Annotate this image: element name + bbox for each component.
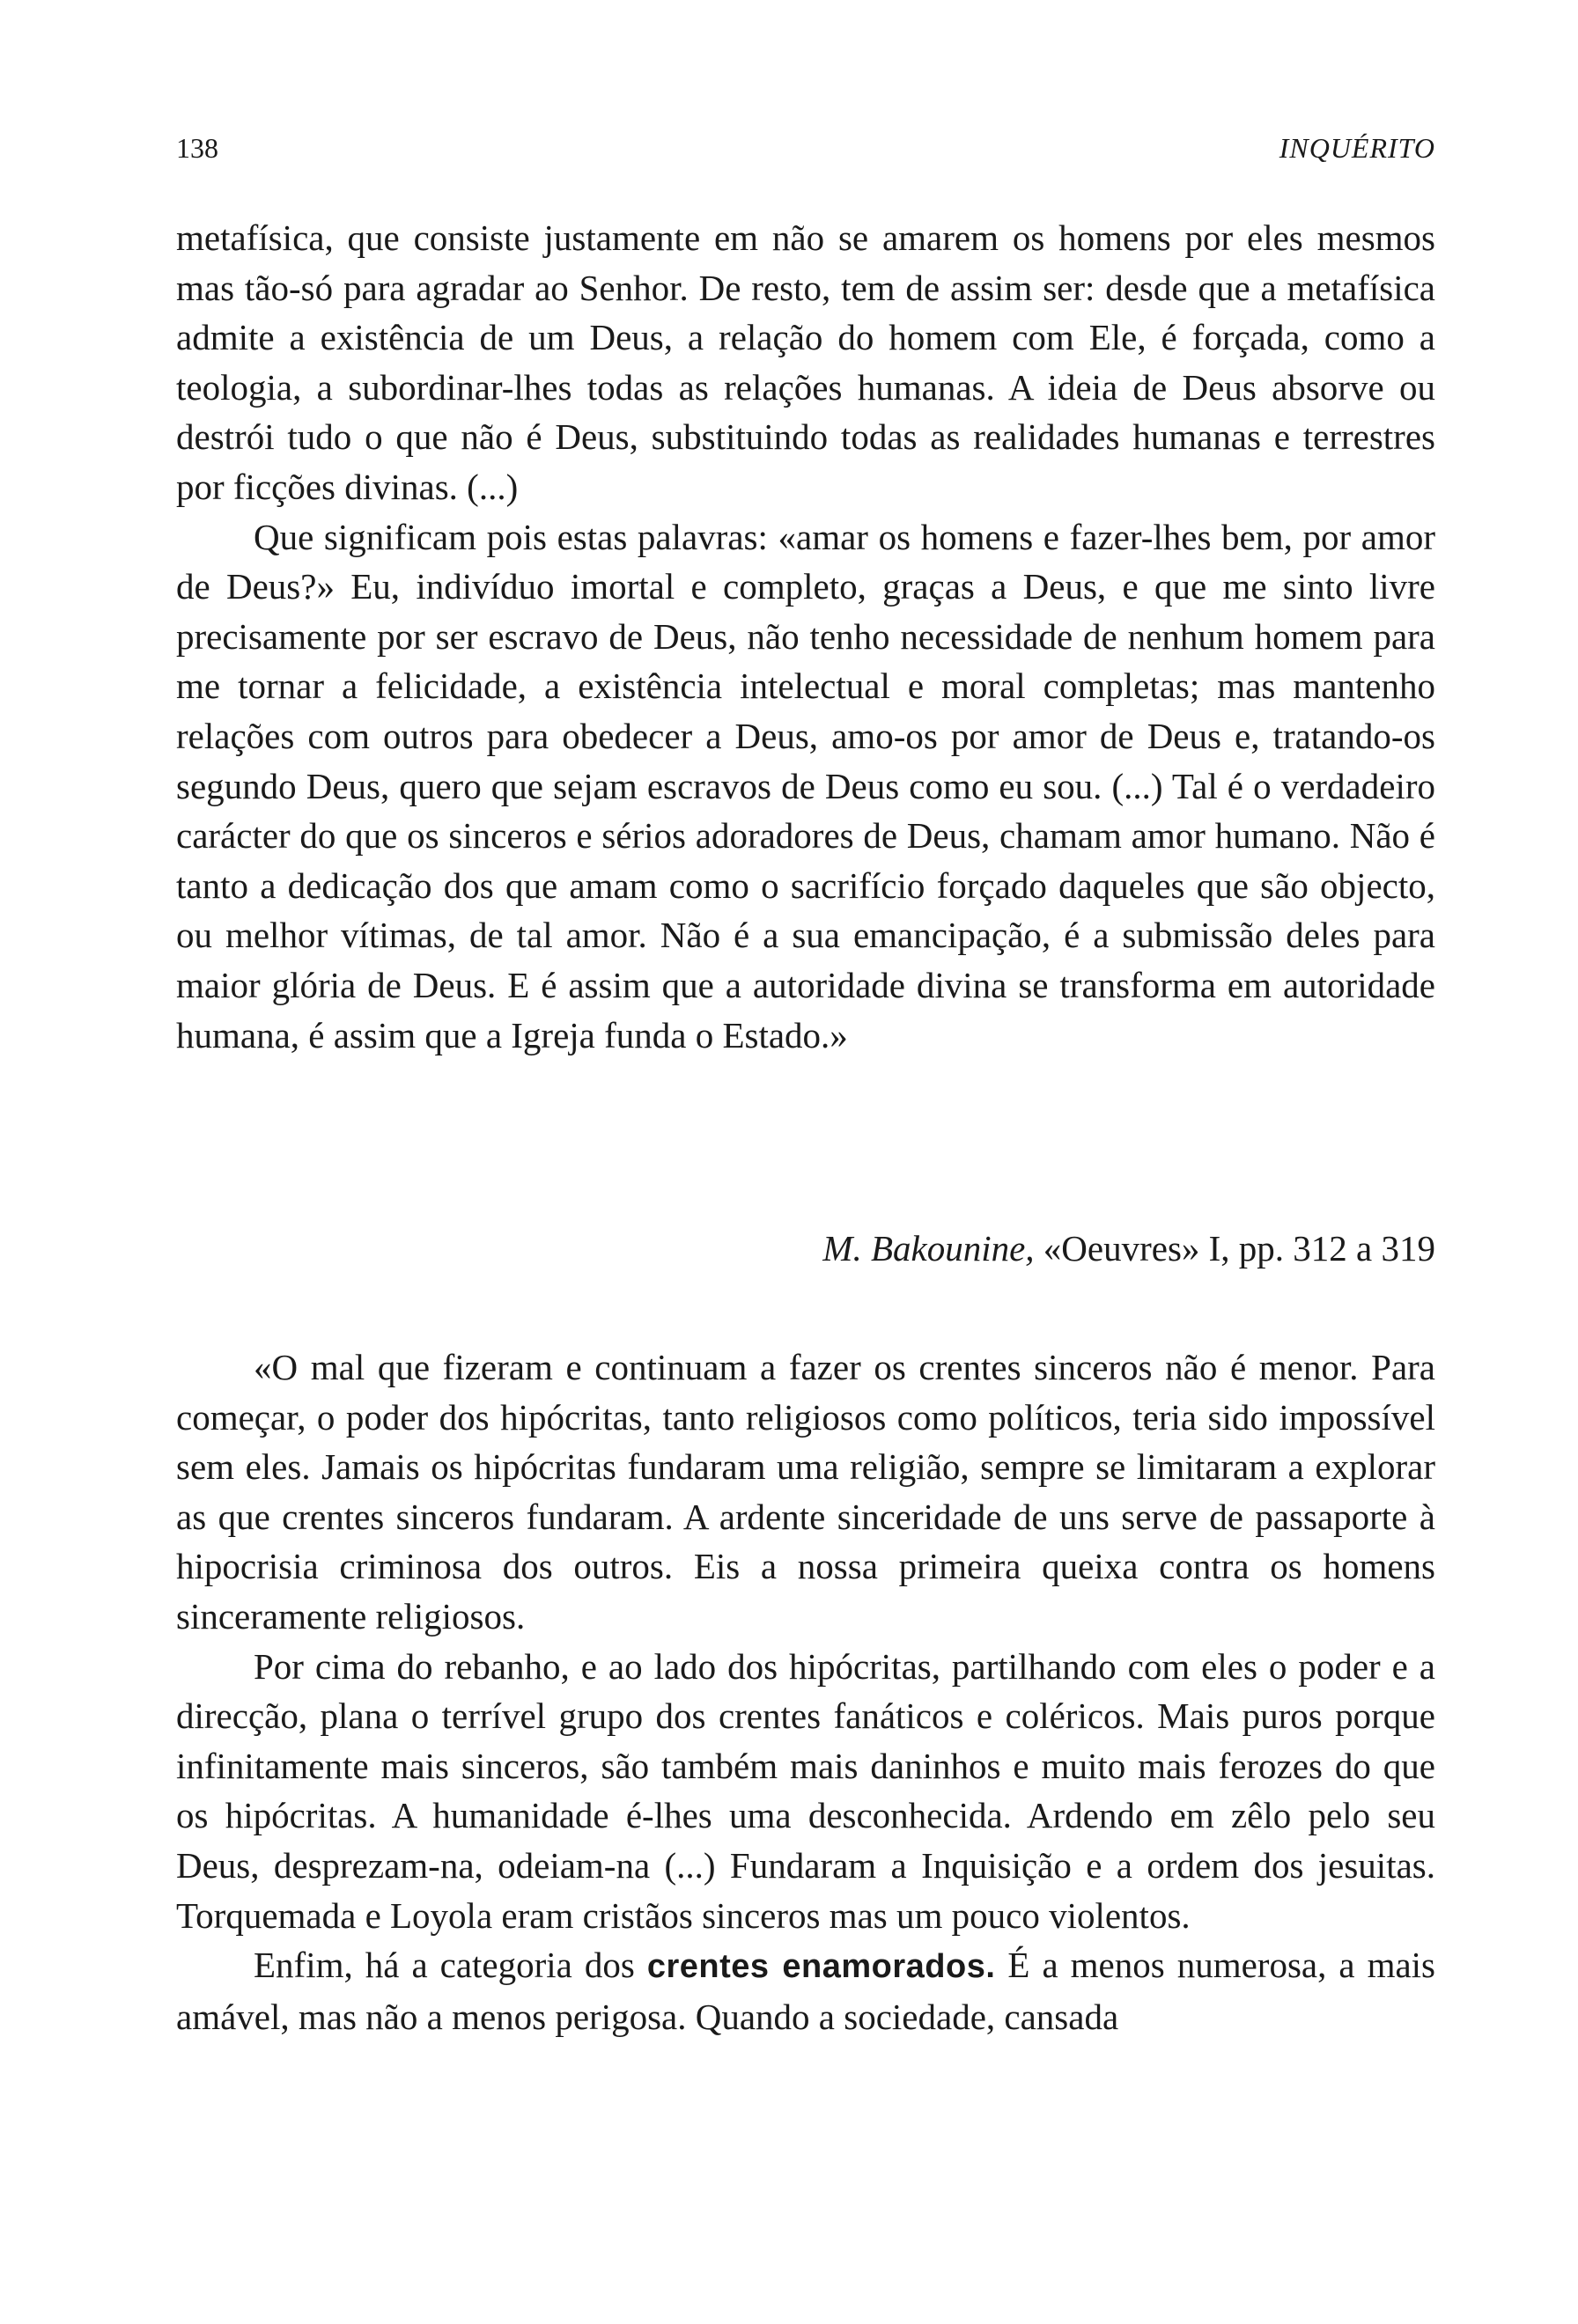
paragraph-3-lead: Enfim, há a categoria dos: [254, 1945, 647, 1986]
paragraph-3-rest: É a menos numerosa, a mais amável, mas não a menos perigosa. Quando a sociedade, cansada: [176, 1945, 1436, 2037]
running-head: [176, 132, 1435, 167]
running-title: INQUÉRITO: [1279, 132, 1435, 164]
attribution-work: «Oeuvres» I, pp. 312 a 319: [1043, 1228, 1435, 1269]
second-quote-paragraph-3: [176, 1940, 1435, 2041]
first-quote-paragraph-1: metafísica, que consiste justamente em não se amarem os homens por eles mesmos mas tão-só para agradar ao Senhor. De resto, tem de assim ser: desde que a metafísica admite a existência de um Deus, a relação do homem com Ele, é forçada, como a teologia, a subordinar-lhes todas as relações humanas. A ideia de Deus absorve ou destrói tudo o que não é Deus, substituindo todas as realidades humanas e terrestres por ficções divinas. (...): [176, 217, 1435, 507]
page-number: 138: [176, 132, 218, 164]
first-quote-block: [176, 213, 1435, 1060]
first-quote-paragraph-2: Que significam pois estas palavras: «amar os homens e fazer-lhes bem, por amor de Deus?» Eu, indivíduo imortal e completo, graças a Deus, e que me sinto livre precisamente por ser escravo de Deus, não tenho necessidade de nenhum homem para me tornar a felicidade, a existência intelectual e moral completas; mas mantenho relações com outros para obedecer a Deus, amo-os por amor de Deus e, tratando-os segundo Deus, quero que sejam escravos de Deus como eu sou. (...) Tal é o verdadeiro carácter do que os sinceros e sérios adoradores de Deus, chamam amor humano. Não é tanto a dedicação dos que amam como o sacrifício forçado daqueles que são objecto, ou melhor vítimas, de tal amor. Não é a sua emancipação, é a submissão deles para maior glória de Deus. E é assim que a autoridade divina se transforma em autoridade humana, é assim que a Igreja funda o Estado.»: [176, 516, 1435, 1055]
quote-attribution: [822, 1224, 1435, 1273]
second-quote-paragraph-1: «O mal que fizeram e continuam a fazer os crentes sinceros não é menor. Para começar, o poder dos hipócritas, tanto religiosos como políticos, teria sido impossível sem eles. Jamais os hipócritas fundaram uma religião, sempre se limitaram a explorar as que crentes sinceros fundaram. A ardente sinceridade de uns serve de passaporte à hipocrisia criminosa dos outros. Eis a nossa primeira queixa contra os homens sinceramente religiosos.: [176, 1347, 1435, 1636]
attribution-author: M. Bakounine,: [822, 1228, 1035, 1269]
second-quote-paragraph-2: Por cima do rebanho, e ao lado dos hipócritas, partilhando com eles o poder e a direcção, plana o terrível grupo dos crentes fanáticos e coléricos. Mais puros porque infinitamente mais sinceros, são também mais daninhos e muito mais ferozes do que os hipócritas. A humanidade é-lhes uma desconhecida. Ardendo em zêlo pelo seu Deus, desprezam-na, odeiam-na (...) Fundaram a Inquisição e a ordem dos jesuitas. Torquemada e Loyola eram cristãos sinceros mas um pouco violentos.: [176, 1645, 1435, 1936]
emphasized-term: crentes enamorados.: [646, 1948, 996, 1986]
second-quote-block: [176, 1342, 1435, 2041]
